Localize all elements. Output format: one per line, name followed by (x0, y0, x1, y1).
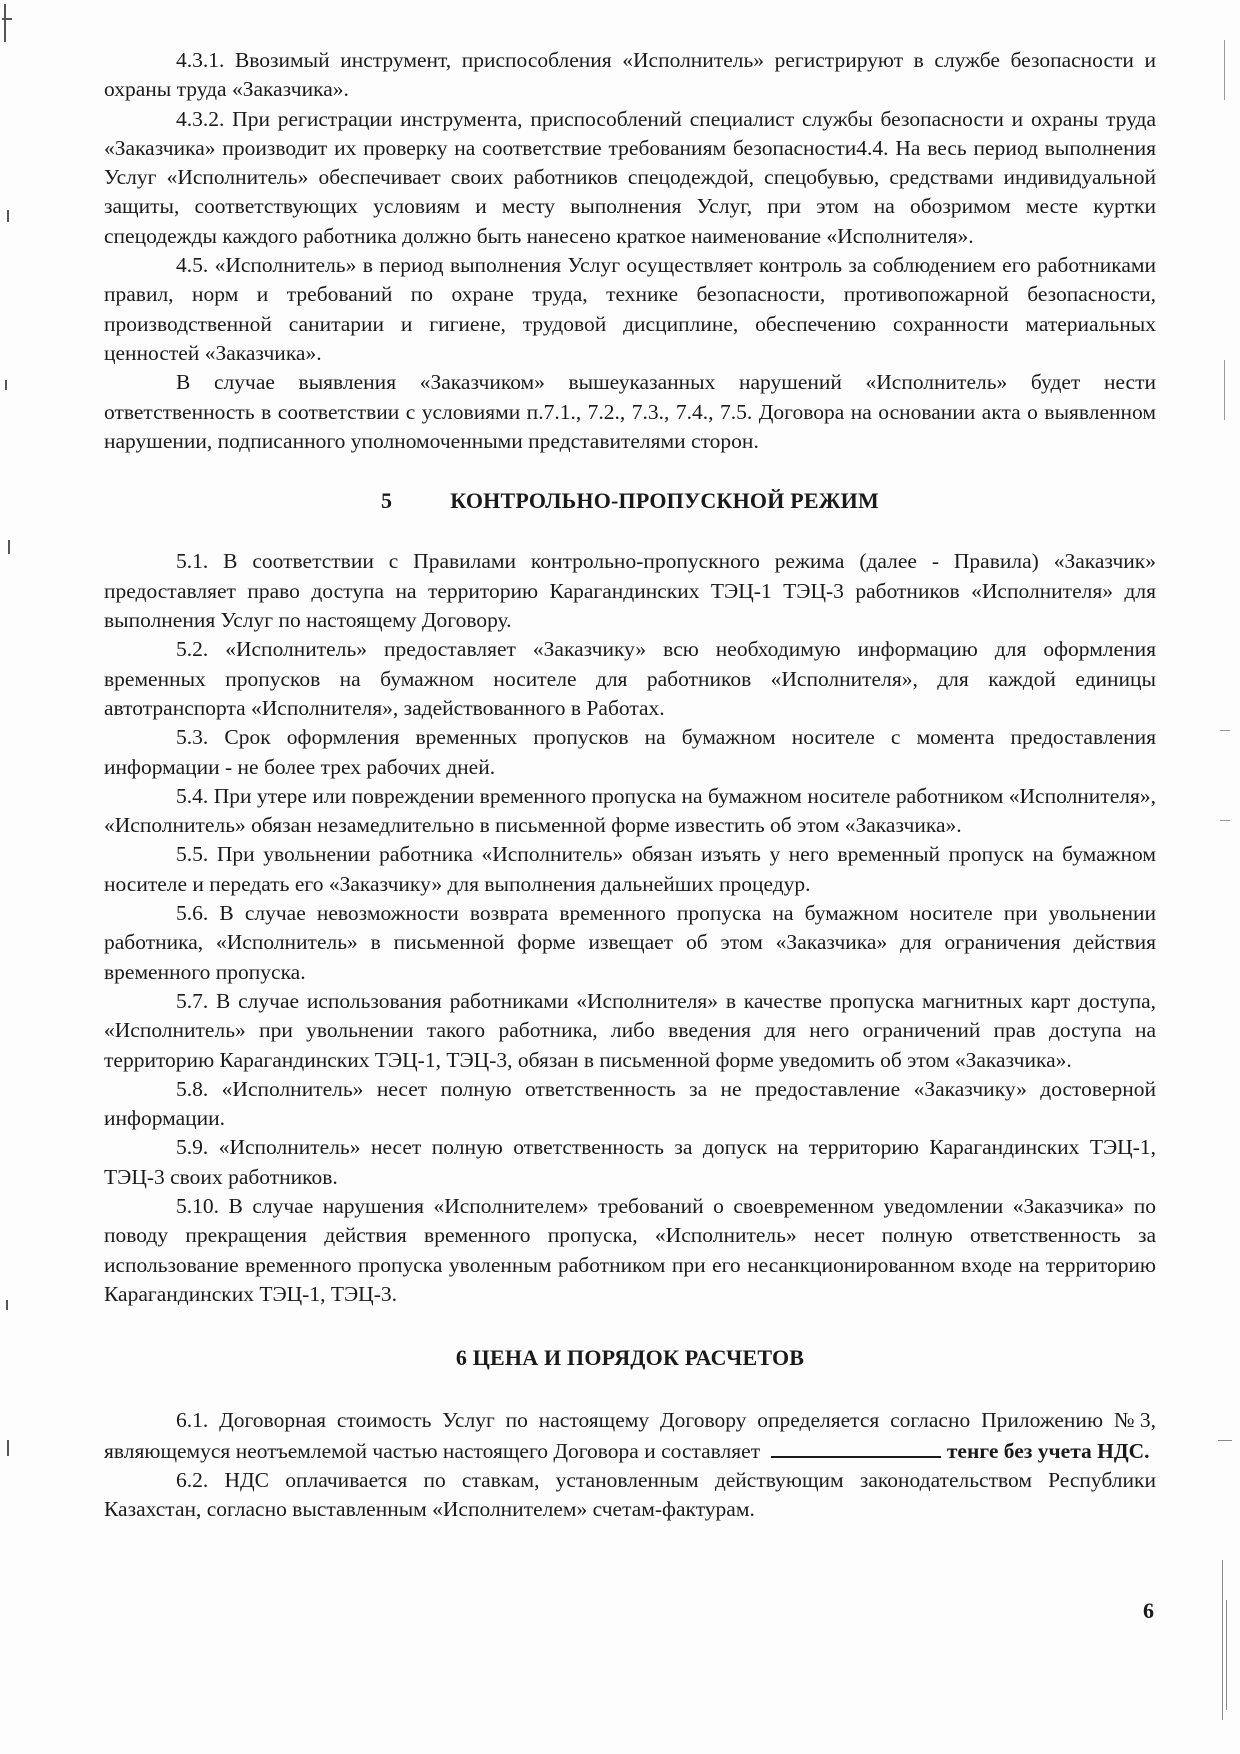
section-6-heading: 6 ЦЕНА И ПОРЯДОК РАСЧЕТОВ (455, 1345, 805, 1371)
section-5-title: КОНТРОЛЬНО-ПРОПУСКНОЙ РЕЖИМ (450, 488, 879, 514)
page-number: 6 (1143, 1598, 1154, 1623)
document-body (104, 46, 1156, 1525)
section-5-heading (104, 486, 1156, 515)
paragraph-4-5-violations: В случае выявления «Заказчиком» вышеуказанных нарушений «Исполнитель» будет нести ответственность в соответствии с условиями п.7.1., 7.2., 7.3., 7.4., 7.5. Договора на основании акта о выявленном нарушении, подписанного уполномоченными представителями сторон. (104, 370, 1156, 453)
paragraph-4-3-2: 4.3.2. При регистрации инструмента, приспособлений специалист службы безопасности и охраны труда «Заказчика» производит их проверку на соответствие требованиям безопасности4.4. На весь период выполнения Услуг «Исполнитель» обеспечивает своих работников спецодеждой, спецобувью, средствами индивидуальной защиты, соответствующих условиям и месту выполнения Услуг, при этом на обозримом месте куртки спецодежды каждого работника должно быть нанесено краткое наименование «Исполнителя». (104, 106, 1156, 248)
paragraph-5-1: 5.1. В соответствии с Правилами контрольно-пропускного режима (далее - Правила) «Заказчик» предоставляет право доступа на территорию Карагандинских ТЭЦ-1 ТЭЦ-3 работников «Исполнителя» для выполнения Услуг по настоящему Договору. (104, 549, 1156, 633)
paragraph-6-1-text: 6.1. Договорная стоимость Услуг по настоящему Договору определяется согласно Приложению №3, являющемуся неотъемлемой частью настоящего Договора и составляет (104, 1408, 1156, 1463)
amount-blank-line (771, 1436, 941, 1458)
paragraph-5-10: 5.10. В случае нарушения «Исполнителем» требований о своевременном уведомлении «Заказчика» по поводу прекращения действия временного пропуска, «Исполнитель» несет полную ответственность за использование временного пропуска уволенным работником при его несанкционированном входе на территорию Карагандинских ТЭЦ-1, ТЭЦ-3. (104, 1193, 1156, 1306)
paragraph-5-6: 5.6. В случае невозможности возврата временного пропуска на бумажном носителе при увольнении работника, «Исполнитель» в письменной форме извещает об этом «Заказчика» для ограничения действия временного пропуска. (104, 901, 1156, 984)
paragraph-4-3-1: 4.3.1. Ввозимый инструмент, приспособления «Исполнитель» регистрируют в службе безопасности и охраны труда «Заказчика». (104, 48, 1156, 102)
scan-right-edge (1212, 0, 1240, 1754)
paragraph-5-7: 5.7. В случае использования работниками «Исполнителя» в качестве пропуска магнитных карт доступа, «Исполнитель» при увольнении такого работника, либо введения для него ограничений прав доступа на территорию Карагандинских ТЭЦ-1, ТЭЦ-3, обязан в письменной форме уведомить об этом «Заказчика». (104, 988, 1156, 1072)
scan-left-edge (0, 0, 18, 1754)
paragraph-5-9: 5.9. «Исполнитель» несет полную ответственность за допуск на территорию Карагандинских ТЭЦ-1, ТЭЦ-3 своих работников. (104, 1135, 1156, 1189)
paragraph-5-2: 5.2. «Исполнитель» предоставляет «Заказчику» всю необходимую информацию для оформления временных пропусков на бумажном носителе для работников «Исполнителя», для каждой единицы автотранспорта «Исполнителя», задействованного в Работах. (104, 637, 1156, 720)
paragraph-5-5: 5.5. При увольнении работника «Исполнитель» обязан изъять у него временный пропуск на бумажном носителе и передать его «Заказчику» для выполнения дальнейших процедур. (104, 842, 1156, 896)
paragraph-6-2: 6.2. НДС оплачивается по ставкам, установленным действующим законодательством Республики Казахстан, согласно выставленным «Исполнителем» счетам-фактурам. (104, 1468, 1156, 1522)
paragraph-5-8: 5.8. «Исполнитель» несет полную ответственность за не предоставление «Заказчику» достоверной информации. (104, 1076, 1156, 1131)
paragraph-6-1-currency: тенге без учета НДС. (946, 1438, 1150, 1463)
paragraph-5-3: 5.3. Срок оформления временных пропусков на бумажном носителе с момента предоставления информации - не более трех рабочих дней. (104, 725, 1156, 779)
section-5-number: 5 (381, 488, 393, 514)
paragraph-6-1 (104, 1406, 1156, 1466)
paragraph-4-5: 4.5. «Исполнитель» в период выполнения Услуг осуществляет контроль за соблюдением его работниками правил, норм и требований по охране труда, технике безопасности, противопожарной безопасности, производственной санитарии и гигиене, трудовой дисциплине, обеспечению сохранности материальных ценностей «Заказчика». (104, 253, 1156, 365)
paragraph-5-4: 5.4. При утере или повреждении временного пропуска на бумажном носителе работником «Исполнителя», «Исполнитель» обязан незамедлительно в письменной форме известить об этом «Заказчика». (104, 783, 1156, 838)
